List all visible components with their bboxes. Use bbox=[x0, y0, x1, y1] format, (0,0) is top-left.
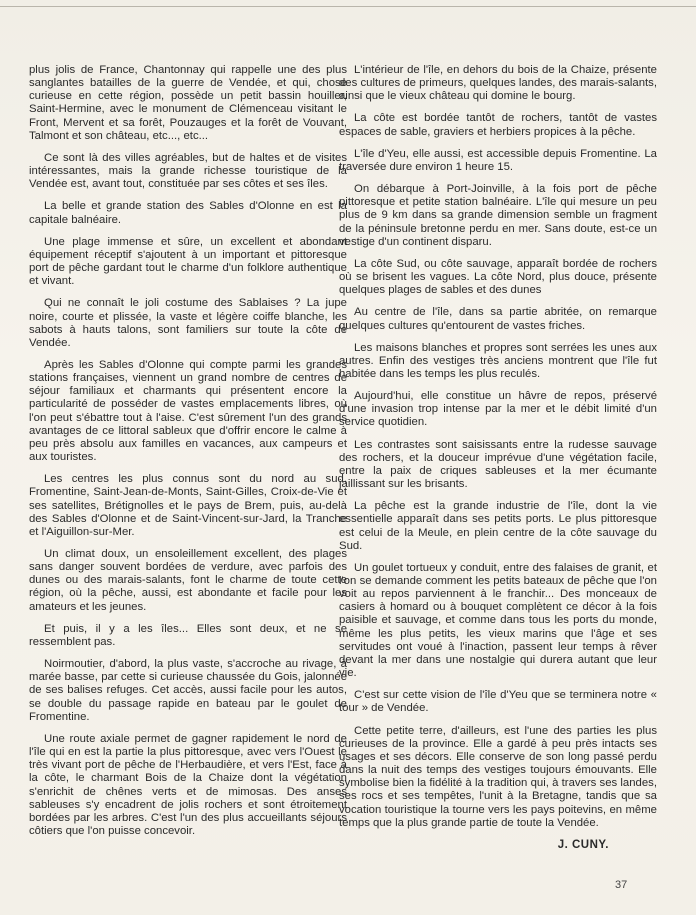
paragraph: Cette petite terre, d'ailleurs, est l'une des parties les plus curieuses de la province. Elle a gardé à peu près intacts ses usages et ses décors. Elle conserve de son long passé perdu dans la nuit des temps des vestiges toujours émouvants. Elle symbolise bien la fidélité à la tradition qui, à travers ses landes, ses rocs et ses tempêtes, l'unit à la Bretagne, tandis que sa vocation touristique la tourne vers les pays poitevins, en même temps que la plus grande partie de toute la Vendée. bbox=[339, 724, 657, 829]
paragraph: La pêche est la grande industrie de l'île, dont la vie essentielle apparaît dans ses petits ports. Le plus pittoresque est celui de la Meule, en plein centre de la côte sauvage du Sud. bbox=[339, 500, 657, 552]
paragraph: Les centres les plus connus sont du nord au sud, Fromentine, Saint-Jean-de-Monts, Saint-Gilles, Croix-de-Vie et ses satellites, Brétignolles et le pays de Brem, puis, au-delà des Sables d'Olonne et de Saint-Vincent-sur-Jard, la Tranche et l'Aiguillon-sur-Mer. bbox=[29, 473, 347, 538]
paragraph: L'intérieur de l'île, en dehors du bois de la Chaize, présente des cultures de primeurs, quelques landes, des marais-salants, ainsi que le vieux château qui domine le bourg. bbox=[339, 64, 657, 103]
paragraph: Les maisons blanches et propres sont serrées les unes aux autres. Enfin des vestiges très anciens montrent que l'île fut habitée dans les temps les plus reculés. bbox=[339, 341, 657, 380]
paragraph: Au centre de l'île, dans sa partie abritée, on remarque quelques cultures qu'entourent de vastes friches. bbox=[339, 306, 657, 332]
paragraph: La côte est bordée tantôt de rochers, tantôt de vastes espaces de sable, graviers et herbiers propices à la pêche. bbox=[339, 112, 657, 138]
paragraph: Les contrastes sont saisissants entre la rudesse sauvage des rochers, et la douceur imprévue d'une végétation facile, entre la paix de criques sableuses et la mer écumante jaillissant sur les brisants. bbox=[339, 438, 657, 491]
paragraph: Et puis, il y a les îles... Elles sont deux, et ne se ressemblent pas. bbox=[29, 622, 347, 648]
paragraph: Une plage immense et sûre, un excellent et abondant équipement réceptif s'ajoutent à un important et pittoresque port de pêche gardant tout le charme d'un folklore authentique et vivant. bbox=[29, 235, 347, 288]
paragraph: plus jolis de France, Chantonnay qui rappelle une des plus sanglantes batailles de la guerre de Vendée, et qui, chose curieuse en cette région, possède un petit bassin houiller, Saint-Hermine, avec le monument de Clémenceau visitant le Front, Mervent et sa forêt, Pouzauges et la forêt de Vouvant, Talmont et son château, etc..., etc... bbox=[29, 64, 347, 142]
paragraph: Après les Sables d'Olonne qui compte parmi les grandes stations françaises, viennent un grand nombre de centres de séjour familiaux et charmants qui présentent encore la particularité de posséder de vastes emplacements libres, où l'on peut s'ébattre tout à l'aise. C'est sûrement l'un des grands avantages de ce littoral sableux que d'offrir encore le calme à peu près absolu aux familles en vacances, aux campeurs et aux touristes. bbox=[29, 358, 347, 464]
page-number: 37 bbox=[615, 879, 628, 891]
top-edge-rule bbox=[0, 0, 696, 7]
paragraph: La belle et grande station des Sables d'Olonne en est la capitale balnéaire. bbox=[29, 200, 347, 226]
paragraph: Aujourd'hui, elle constitue un hâvre de repos, préservé d'une invasion trop intense par la mer et le débit limité d'un service quotidien. bbox=[339, 390, 657, 429]
paragraph: Ce sont là des villes agréables, but de haltes et de visites intéressantes, mais la grande richesse touristique de la Vendée est, avant tout, constituée par ses côtes et ses îles. bbox=[29, 151, 347, 191]
paragraph: L'île d'Yeu, elle aussi, est accessible depuis Fromentine. La traversée dure environ 1 heure 15. bbox=[339, 147, 657, 173]
paragraph: On débarque à Port-Joinville, à la fois port de pêche pittoresque et petite station balnéaire. L'île qui mesure un peu plus de 9 km dans sa grande dimension semble un fragment de la péninsule bretonne perdu en mer. Sans doute, est-ce un vestige d'un continent disparu. bbox=[339, 183, 657, 248]
paragraph: Noirmoutier, d'abord, la plus vaste, s'accroche au rivage, à marée basse, par cette si curieuse chaussée du Gois, jalonnée de ses balises refuges. Cet accès, aussi facile pour les autos, se double du passage rapide en bateau par le goulet de Fromentine. bbox=[29, 658, 347, 723]
paragraph: C'est sur cette vision de l'île d'Yeu que se terminera notre « tour » de Vendée. bbox=[339, 689, 657, 715]
paragraph: Qui ne connaît le joli costume des Sablaises ? La jupe noire, courte et plissée, la vaste et légère coiffe blanche, les sabots à hauts talons, sont familiers sur toute la côte de Vendée. bbox=[29, 297, 347, 349]
paragraph: Une route axiale permet de gagner rapidement le nord de l'île qui en est la partie la plus pittoresque, avec vers l'Ouest le très vivant port de pêche de l'Herbaudière, et vers l'Est, face à la côte, le charmant Bois de la Chaize dont la végétation s'enrichit de chênes verts et de mimosas. Des anses sableuses s'y encadrent de jolis rochers et sont étroitement bordées par les arbres. C'est l'un des plus accueillants séjours côtiers que l'on puisse concevoir. bbox=[29, 732, 347, 837]
paragraph: Un climat doux, un ensoleillement excellent, des plages sans danger souvent bordées de verdure, avec parfois des dunes ou des marais-salants, font le charme de toute cette région, où la pêche, aussi, est abondante et facile pour les amateurs et les jeunes. bbox=[29, 548, 347, 613]
paragraph: Un goulet tortueux y conduit, entre des falaises de granit, et l'on se demande comment les petits bateaux de pêche que l'on voit au repos parviennent à le franchir... Des monceaux de casiers à homard ou à bouquet complètent ce décor à la fois paisible et sauvage, et comme dans tous les ports du monde, même les plus petits, les vieux marins que l'âge et ses servitudes ont voué à l'inaction, passent leur temps à rêver devant la mer dans une nostalgie qui durera autant que leur vie. bbox=[339, 561, 657, 680]
paragraph: La côte Sud, ou côte sauvage, apparaît bordée de rochers où se brisent les vagues. La côte Nord, plus douce, présente quelques plages de sables et des dunes bbox=[339, 257, 657, 297]
right-text-column bbox=[339, 64, 657, 852]
author-signature: J. CUNY. bbox=[557, 838, 609, 851]
left-text-column bbox=[29, 64, 347, 847]
